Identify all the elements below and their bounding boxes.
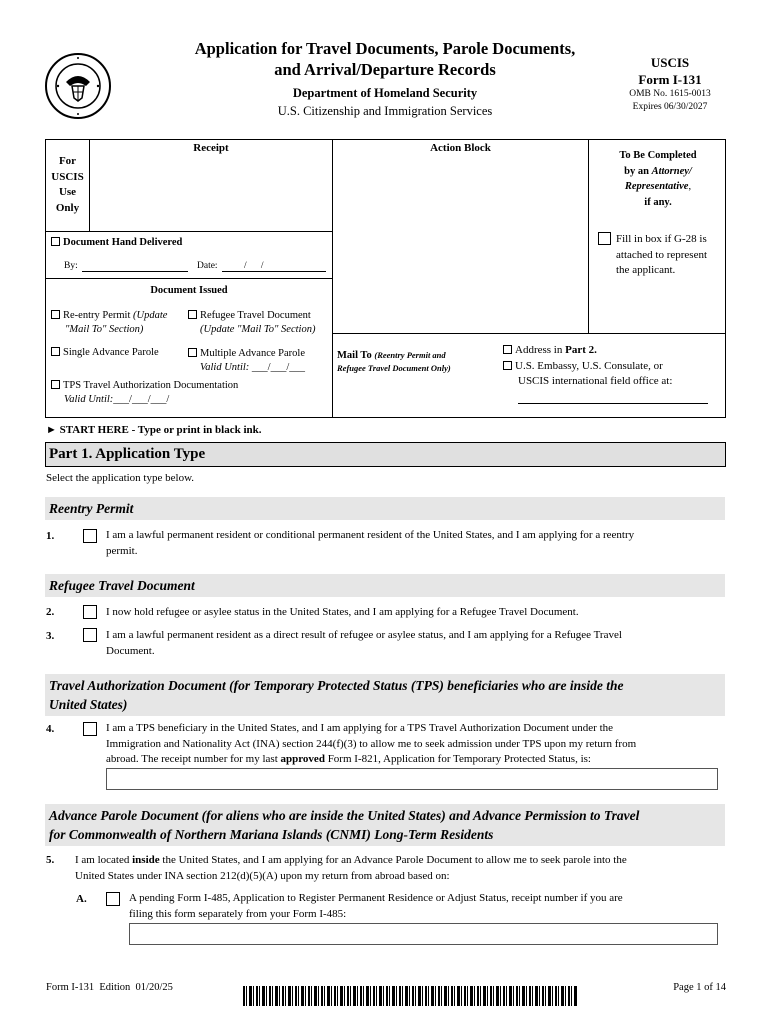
q2-text: I now hold refugee or asylee status in the United States, and I am applying for a Refugee Travel Document. — [106, 606, 579, 618]
advance-parole-heading — [45, 804, 725, 846]
reentry-update: (Update — [132, 310, 168, 321]
agency-name: U.S. Citizenship and Immigration Services — [277, 104, 493, 118]
q2-number: 2. — [46, 606, 55, 618]
receipt-label: Receipt — [193, 142, 229, 154]
barcode — [243, 986, 578, 1006]
page-number: Page 1 of 14 — [673, 982, 726, 993]
uscis-label: USCIS — [650, 55, 690, 70]
g28-line1: Fill in box if G-28 is — [616, 233, 707, 245]
single-parole-checkbox[interactable] — [51, 347, 60, 356]
g28-line3: the applicant. — [616, 264, 676, 276]
attorney-line3: Representative — [624, 181, 689, 192]
embassy-checkbox[interactable] — [503, 361, 512, 370]
form-edition: Form I-131 Edition 01/20/25 — [46, 982, 173, 993]
attorney-line2a: by an — [624, 165, 649, 177]
q2-checkbox[interactable] — [83, 605, 97, 619]
for-label: For — [58, 155, 77, 167]
attorney-line1: To Be Completed — [619, 150, 697, 161]
tps-valid-until: Valid Until: — [64, 394, 114, 405]
reentry-heading-text: Reentry Permit — [49, 501, 134, 516]
only-label: Only — [55, 201, 80, 214]
omb-number: OMB No. 1615-0013 — [629, 89, 711, 99]
embassy-address-line[interactable] — [518, 403, 708, 404]
expiration-date: Expires 06/30/2027 — [632, 102, 708, 112]
refugee-travel-label: Refugee Travel Document — [200, 310, 311, 321]
refugee-update: (Update "Mail To" Section) — [200, 324, 316, 335]
q4-number: 4. — [46, 723, 55, 735]
q5-line1c: the United States, and I am applying for an Advance Parole Document to allow me to seek parole into the — [162, 854, 627, 866]
q5-line1a: I am located — [75, 854, 130, 866]
reentry-permit-label: Re-entry Permit — [63, 310, 131, 321]
start-here-instruction: ► START HERE - Type or print in black ink. — [46, 424, 262, 436]
q1-number: 1. — [46, 530, 55, 542]
g28-line2: attached to represent — [616, 248, 708, 261]
use-label: Use — [58, 186, 77, 198]
tps-receipt-input[interactable] — [106, 768, 718, 790]
single-parole-label: Single Advance Parole — [63, 347, 159, 358]
hand-delivered-checkbox[interactable] — [51, 237, 60, 246]
address-part2-checkbox[interactable] — [503, 345, 512, 354]
attorney-line4: if any. — [644, 196, 672, 208]
action-block-label: Action Block — [430, 142, 491, 154]
dhs-seal — [44, 52, 112, 120]
multiple-parole-checkbox[interactable] — [188, 348, 197, 357]
mail-to-section: "Mail To" Section) — [65, 324, 144, 335]
q1-line2: permit. — [106, 544, 138, 557]
q1-checkbox[interactable] — [83, 529, 97, 543]
q3-line2: Document. — [106, 644, 155, 657]
by-label: By: — [64, 261, 78, 271]
multiple-valid-until: Valid Until: — [200, 362, 250, 373]
q4-line3b: approved — [280, 753, 325, 765]
q5a-checkbox[interactable] — [106, 892, 120, 906]
document-issued-label: Document Issued — [150, 285, 228, 296]
q3-line1: I am a lawful permanent resident as a direct result of refugee or asylee status, and I am applying for a Refugee Travel — [106, 629, 622, 641]
q4-line2: Immigration and Nationality Act (INA) section 244(f)(3) to allow me to seek admission under TPS upon my return from — [106, 737, 637, 750]
multiple-parole-label: Multiple Advance Parole — [200, 348, 305, 359]
ap-heading-line1: Advance Parole Document (for aliens who are inside the United States) and Advance Permission to Travel — [49, 808, 640, 823]
date-line[interactable] — [222, 271, 326, 272]
embassy-line2: USCIS international field office at: — [518, 375, 673, 387]
part2-label: Part 2. — [565, 344, 597, 356]
mail-to-note1: (Reentry Permit and — [374, 350, 446, 360]
uscis-label-small: USCIS — [51, 170, 84, 183]
form-title-line2: and Arrival/Departure Records — [274, 60, 496, 79]
form-title-line1: Application for Travel Documents, Parole Documents, — [194, 39, 576, 58]
date-slashes: / / — [244, 261, 264, 271]
reentry-heading — [45, 497, 725, 520]
refugee-heading-text: Refugee Travel Document — [49, 578, 195, 593]
q3-checkbox[interactable] — [83, 628, 97, 642]
q4-line3c: Form I-821, Application for Temporary Protected Status, is: — [327, 753, 591, 765]
tps-heading-line1: Travel Authorization Document (for Temporary Protected Status (TPS) beneficiaries who are inside the — [49, 678, 624, 693]
q1-line1: I am a lawful permanent resident or conditional permanent resident of the United States, and I am applying for a reentry — [106, 529, 635, 541]
date-label: Date: — [197, 261, 218, 271]
by-line[interactable] — [82, 271, 188, 272]
mail-to-label: Mail To — [337, 350, 372, 361]
mail-to-note2: Refugee Travel Document Only) — [337, 363, 451, 373]
q5-number: 5. — [46, 854, 55, 866]
reentry-permit-checkbox[interactable] — [51, 310, 60, 319]
hand-delivered-label: Document Hand Delivered — [63, 237, 183, 248]
tps-doc-checkbox[interactable] — [51, 380, 60, 389]
form-number: Form I-131 — [638, 72, 702, 87]
q4-line3a: abroad. The receipt number for my last — [106, 753, 278, 765]
tps-heading-line2: United States) — [49, 697, 128, 712]
g28-checkbox[interactable] — [598, 232, 611, 245]
q5a-line2: filing this form separately from your Form I-485: — [129, 907, 347, 920]
part1-instruction: Select the application type below. — [46, 472, 195, 484]
i485-receipt-input[interactable] — [129, 923, 718, 945]
q4-line1: I am a TPS beneficiary in the United States, and I am applying for a TPS Travel Authorization Document under the — [106, 722, 614, 734]
q5-line2: United States under INA section 212(d)(5)(A) upon my return from abroad based on: — [75, 869, 450, 882]
q3-number: 3. — [46, 630, 55, 642]
q5a-label: A. — [76, 893, 87, 905]
refugee-travel-checkbox[interactable] — [188, 310, 197, 319]
tps-doc-label: TPS Travel Authorization Documentation — [63, 380, 239, 391]
ap-heading-line2: for Commonwealth of Northern Mariana Islands (CNMI) Long-Term Residents — [49, 827, 494, 842]
tps-heading — [45, 674, 725, 716]
q5-line1b: inside — [132, 854, 160, 866]
part1-title-text: Part 1. Application Type — [49, 446, 206, 462]
address-in-label: Address in — [515, 344, 563, 356]
q5a-line1: A pending Form I-485, Application to Register Permanent Residence or Adjust Status, receipt number if you are — [129, 892, 623, 904]
attorney-line2b: Attorney/ — [651, 165, 692, 177]
refugee-heading — [45, 574, 725, 597]
q4-checkbox[interactable] — [83, 722, 97, 736]
department-name: Department of Homeland Security — [292, 86, 478, 100]
embassy-line1: U.S. Embassy, U.S. Consulate, or — [515, 359, 663, 372]
